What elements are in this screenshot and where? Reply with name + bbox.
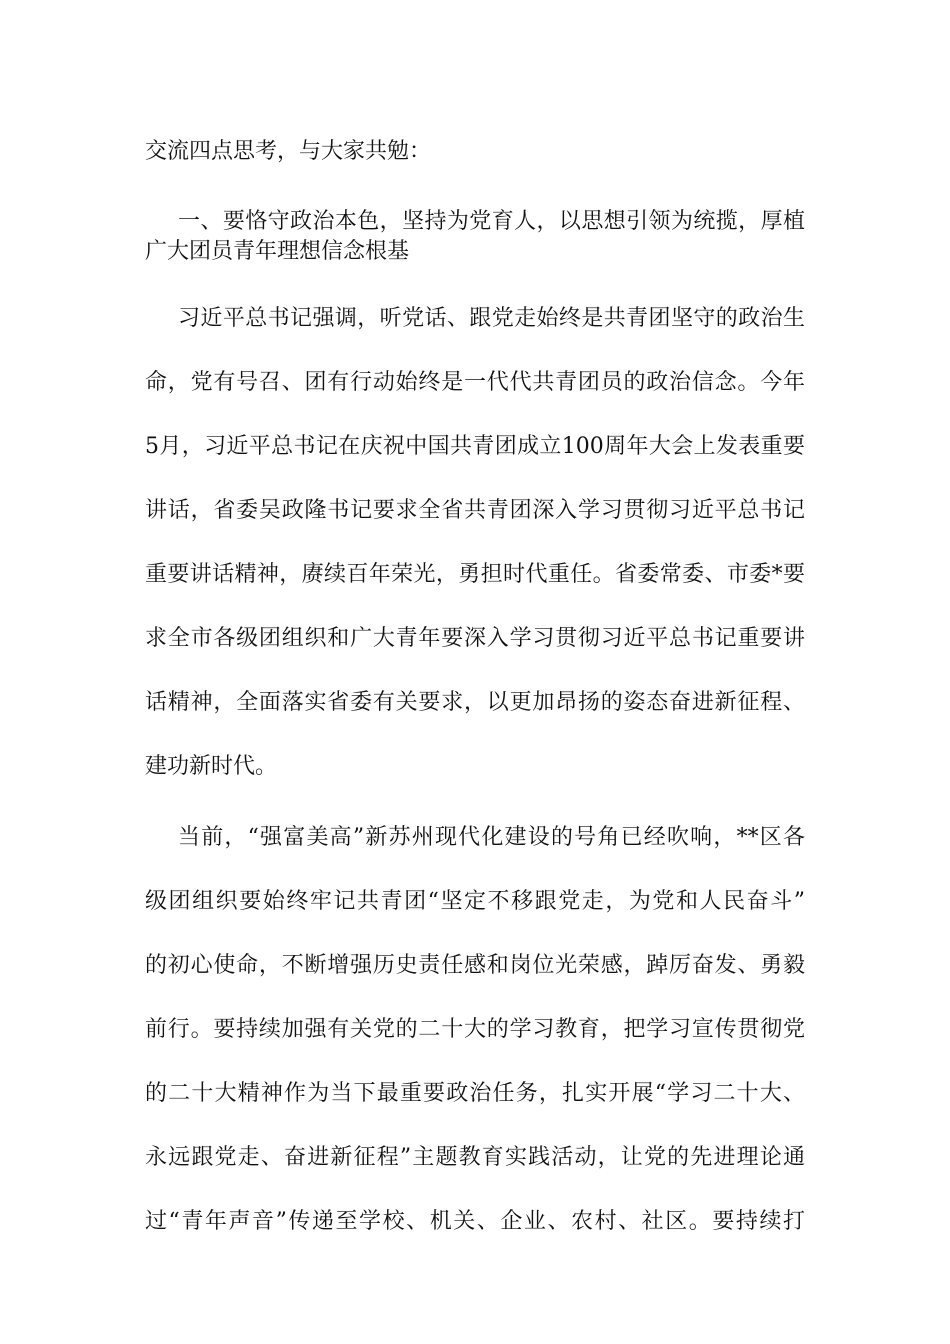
paragraph-line: 命，党有号召、团有行动始终是一代代共青团员的政治信念。今年 [145, 370, 805, 395]
paragraph-line: 永远跟党走、奋进新征程”主题教育实践活动，让党的先进理论通 [145, 1145, 805, 1170]
text-line: 交流四点思考，与大家共勉： [145, 139, 432, 164]
paragraph-line: 讲话，省委吴政隆书记要求全省共青团深入学习贯彻习近平总书记 [145, 498, 805, 523]
paragraph-line: 当前，“强富美高”新苏州现代化建设的号角已经吹响，**区各 [178, 825, 805, 850]
paragraph-line: 求全市各级团组织和广大青年要深入学习贯彻习近平总书记重要讲 [145, 626, 805, 651]
paragraph-line: 建功新时代。 [145, 754, 278, 779]
paragraph-line: 级团组织要始终牢记共青团“坚定不移跟党走，为党和人民奋斗” [145, 889, 805, 914]
paragraph-line: 习近平总书记强调，听党话、跟党走始终是共青团坚守的政治生 [178, 306, 805, 331]
section-heading-line: 广大团员青年理想信念根基 [145, 239, 410, 264]
section-heading-line: 一、要恪守政治本色，坚持为党育人，以思想引领为统揽，厚植 [178, 209, 805, 234]
paragraph-line: 的初心使命，不断增强历史责任感和岗位光荣感，踔厉奋发、勇毅 [145, 953, 805, 978]
paragraph-line: 话精神，全面落实省委有关要求，以更加昂扬的姿态奋进新征程、 [145, 690, 805, 715]
paragraph-line: 重要讲话精神，赓续百年荣光，勇担时代重任。省委常委、市委*要 [145, 562, 805, 587]
paragraph-line: 前行。要持续加强有关党的二十大的学习教育，把学习宣传贯彻党 [145, 1017, 805, 1042]
paragraph-line: 过“青年声音”传递至学校、机关、企业、农村、社区。要持续打 [145, 1209, 805, 1234]
paragraph-line: 的二十大精神作为当下最重要政治任务，扎实开展“学习二十大、 [145, 1081, 805, 1106]
paragraph-line: 5月，习近平总书记在庆祝中国共青团成立100周年大会上发表重要 [145, 434, 805, 459]
